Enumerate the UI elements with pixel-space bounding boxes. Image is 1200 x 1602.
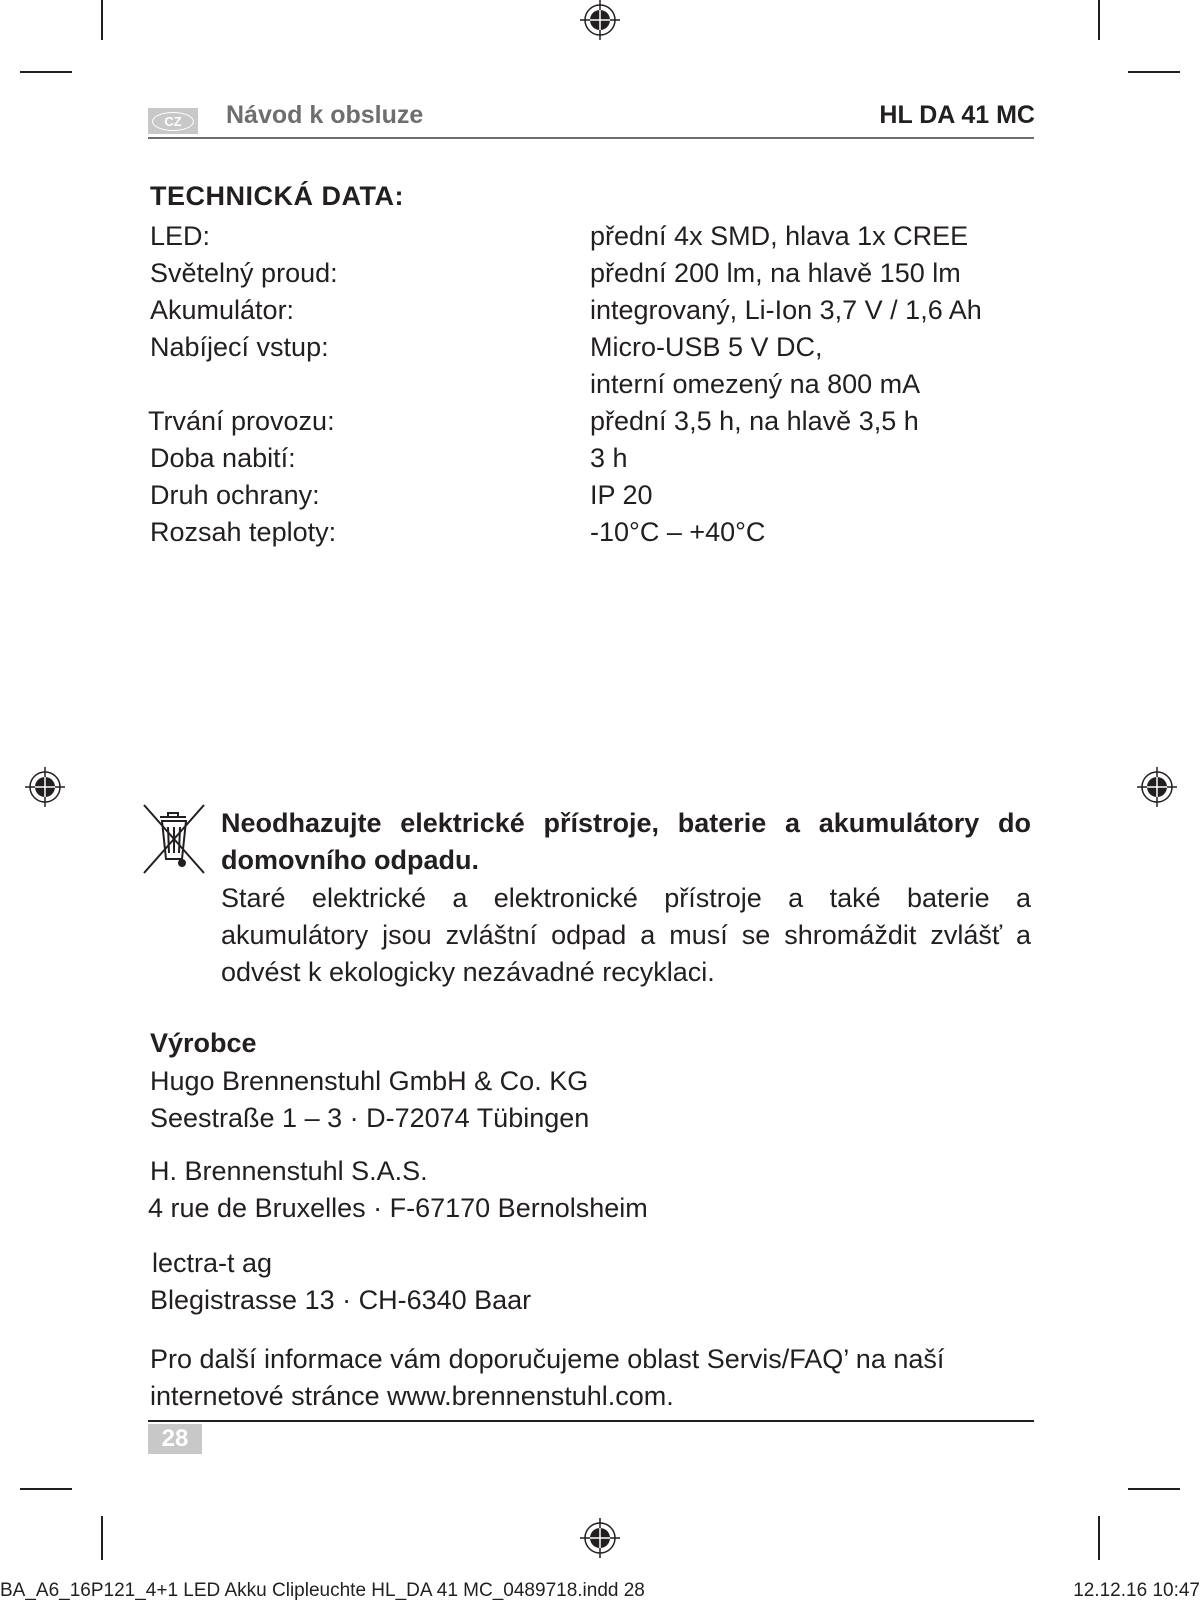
- manual-title: Návod k obsluze: [226, 101, 424, 129]
- spec-value-continued: interní omezený na 800 mA: [590, 369, 921, 399]
- footer-divider: [148, 1420, 1034, 1422]
- crop-mark: [20, 1488, 72, 1490]
- spec-value: integrovaný, Li-Ion 3,7 V / 1,6 Ah: [590, 295, 982, 325]
- page-number: 28: [148, 1424, 202, 1454]
- spec-value: přední 4x SMD, hlava 1x CREE: [590, 221, 969, 251]
- print-slug-timestamp: 12.12.16 10:47: [1073, 1580, 1200, 1601]
- registration-mark-icon: [25, 767, 65, 807]
- crossed-out-bin-icon: [140, 803, 210, 875]
- spec-label: Doba nabití:: [150, 443, 296, 473]
- registration-mark-icon: [580, 0, 620, 40]
- manufacturer-heading: Výrobce: [150, 1028, 257, 1058]
- language-badge: [148, 108, 198, 134]
- spec-value: 3 h: [590, 443, 628, 473]
- disposal-warning-title: Neodhazujte elektrické přístroje, baterie a akumulátory do domovního odpadu.: [221, 808, 1031, 875]
- crop-mark: [20, 71, 72, 73]
- more-info-text: Pro další informace vám doporučujeme oblast Servis/FAQ’ na naší internetové stránce www.brennenstuhl.com.: [150, 1344, 945, 1411]
- crop-mark: [1128, 1488, 1180, 1490]
- spec-value: přední 200 lm, na hlavě 150 lm: [590, 258, 961, 288]
- manufacturer-name: H. Brennenstuhl S.A.S.: [150, 1156, 428, 1186]
- spec-label: Rozsah teploty:: [150, 517, 337, 547]
- registration-mark-icon: [580, 1518, 620, 1558]
- crop-mark: [101, 1516, 103, 1560]
- print-slug-filename: BA_A6_16P121_4+1 LED Akku Clipleuchte HL_DA 41 MC_0489718.indd 28: [0, 1580, 645, 1601]
- crop-mark: [1098, 0, 1100, 40]
- spec-label: LED:: [150, 221, 211, 251]
- manufacturer-address: 4 rue de Bruxelles · F-67170 Bernolsheim: [148, 1193, 648, 1223]
- crop-mark: [101, 0, 103, 40]
- spec-value: přední 3,5 h, na hlavě 3,5 h: [590, 406, 919, 436]
- spec-value: IP 20: [590, 480, 653, 510]
- registration-mark-icon: [1137, 767, 1177, 807]
- manufacturer-name: lectra-t ag: [152, 1248, 273, 1278]
- manufacturer-name: Hugo Brennenstuhl GmbH & Co. KG: [150, 1066, 589, 1096]
- disposal-warning-text: Staré elektrické a elektronické přístroje a také baterie a akumulátory jsou zvláštní odpad a musí se shromáždit zvlášť a odvést k ekologicky nezávadné recyklaci.: [221, 883, 1031, 987]
- spec-value: -10°C – +40°C: [590, 517, 766, 547]
- spec-label: Akumulátor:: [150, 295, 295, 325]
- spec-label: Trvání provozu:: [148, 406, 335, 436]
- header-divider: [148, 137, 1034, 139]
- manufacturer-address: Seestraße 1 – 3 · D-72074 Tübingen: [150, 1103, 590, 1133]
- spec-label: Druh ochrany:: [150, 480, 320, 510]
- language-code: CZ: [152, 112, 194, 131]
- crop-mark: [1128, 71, 1180, 73]
- spec-label: Světelný proud:: [150, 258, 338, 288]
- model-number: HL DA 41 MC: [879, 101, 1035, 129]
- spec-value: Micro-USB 5 V DC,: [590, 332, 823, 362]
- tech-data-heading: TECHNICKÁ DATA:: [150, 181, 404, 211]
- spec-label: Nabíjecí vstup:: [150, 332, 329, 362]
- crop-mark: [1098, 1516, 1100, 1560]
- manufacturer-address: Blegistrasse 13 · CH-6340 Baar: [150, 1285, 532, 1315]
